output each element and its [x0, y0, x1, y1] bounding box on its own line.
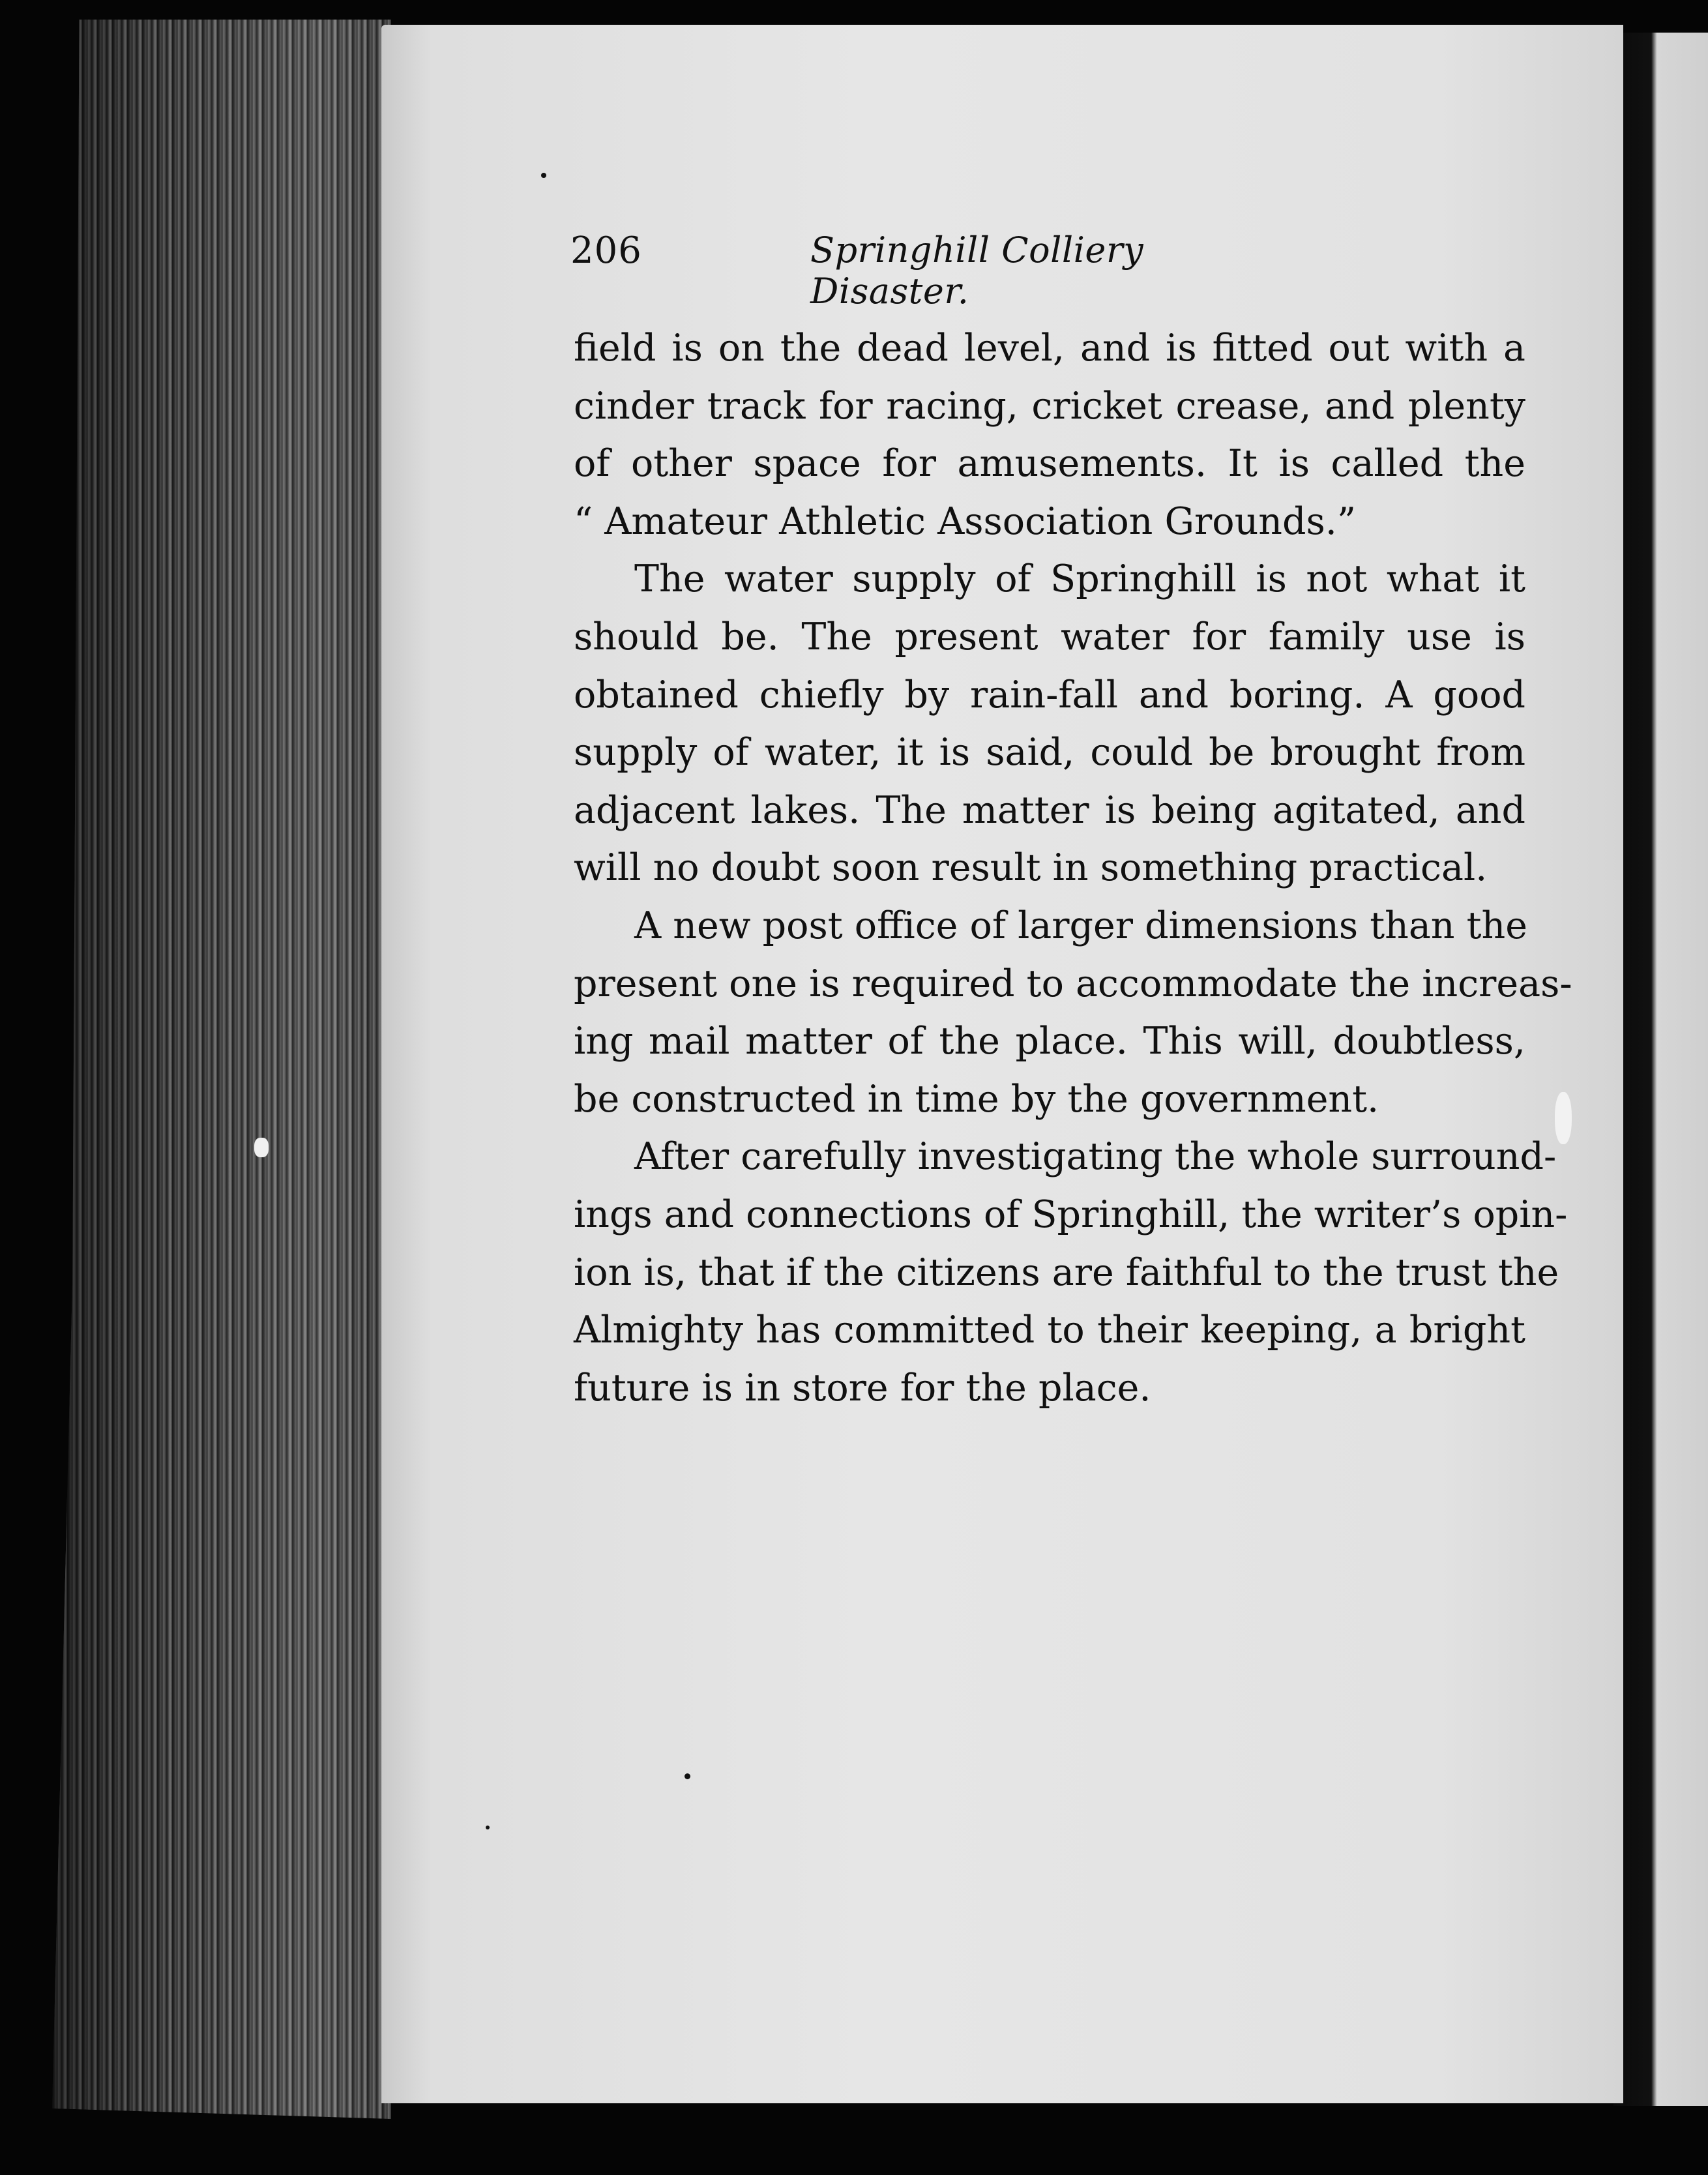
text-line: ion is, that if the citizens are faithful to the trust the [574, 1250, 1559, 1294]
text-line: adjacent lakes. The matter is being agitated, and [574, 788, 1525, 832]
text-line: The water supply of Springhill is not what it [634, 557, 1525, 601]
text-line: of other space for amusements. It is called the [574, 442, 1525, 486]
adjacent-page-edge [1613, 33, 1708, 2106]
text-line: ings and connections of Springhill, the writer’s opin- [574, 1192, 1568, 1236]
body-text [574, 319, 1572, 1417]
text-line: A new post office of larger dimensions than the [634, 904, 1527, 947]
text-line: future is in store for the place. [574, 1366, 1151, 1410]
text-line: obtained chiefly by rain-fall and boring. A good [574, 673, 1525, 717]
text-line: cinder track for racing, cricket crease, and plenty [574, 384, 1525, 428]
running-title: Springhill Colliery Disaster. [810, 229, 1144, 312]
scan-speck [541, 173, 546, 178]
scan-speck [254, 1138, 269, 1157]
page-header [570, 229, 1301, 312]
text-line: should be. The present water for family use is [574, 615, 1525, 658]
scan-speck [1555, 1092, 1572, 1144]
text-line: field is on the dead level, and is fitted out with a [574, 327, 1525, 370]
book-page-edges [52, 20, 391, 2119]
text-line: Almighty has committed to their keeping, a bright [574, 1309, 1525, 1352]
text-line: supply of water, it is said, could be brought from [574, 731, 1525, 775]
text-line: After carefully investigating the whole surround- [634, 1135, 1557, 1179]
text-line: ing mail matter of the place. This will, doubtless, [574, 1020, 1525, 1063]
text-line: “ Amateur Athletic Association Grounds.” [574, 499, 1357, 543]
scan-speck [685, 1773, 690, 1779]
text-line: present one is required to accommodate the increas- [574, 962, 1572, 1005]
scan-speck [486, 1826, 490, 1829]
text-line: be constructed in time by the government. [574, 1077, 1379, 1121]
text-line: will no doubt soon result in something practical. [574, 846, 1488, 890]
page-number: 206 [570, 229, 642, 272]
